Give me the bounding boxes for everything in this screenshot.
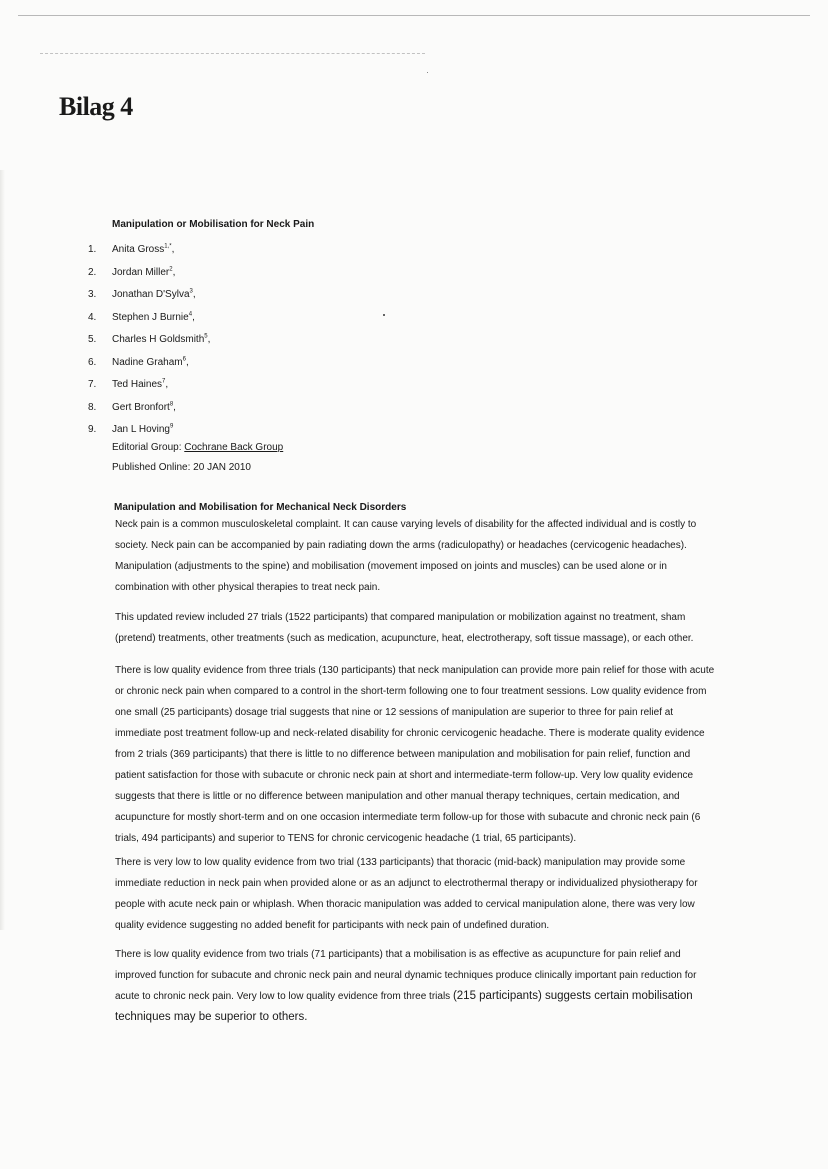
author-number: 6. <box>88 356 97 368</box>
author-item <box>88 334 210 357</box>
published-date: Published Online: 20 JAN 2010 <box>112 462 251 473</box>
author-item <box>88 379 210 402</box>
author-separator: , <box>192 311 195 323</box>
author-list <box>88 244 210 447</box>
section-heading: Manipulation and Mobilisation for Mechanical Neck Disorders <box>114 502 407 513</box>
author-affiliation: 2 <box>169 266 173 273</box>
paragraph-review-scope: This updated review included 27 trials (1522 participants) that compared manipulation or mobilization against no treatment, sham (pretend) treatments, other treatments (such as medication, acupuncture, heat, electrotherapy, soft tissue massage), or each other. <box>115 612 694 644</box>
scan-speck <box>427 72 428 73</box>
author-item <box>88 402 210 425</box>
author-name: Stephen J Burnie <box>112 311 189 323</box>
author-name: Jan L Hoving <box>112 424 170 435</box>
author-separator: , <box>207 334 211 345</box>
author-number: 5. <box>88 334 97 345</box>
scan-speck <box>383 314 385 316</box>
author-name: Ted Haines <box>112 379 163 390</box>
author-affiliation: 8 <box>169 401 174 408</box>
author-affiliation: 4 <box>188 311 193 318</box>
editorial-group <box>112 442 283 453</box>
author-separator: , <box>172 266 176 278</box>
author-name: Nadine Graham <box>112 356 183 368</box>
author-separator: , <box>165 379 169 390</box>
author-item <box>88 357 210 380</box>
author-number: 8. <box>88 401 97 413</box>
paragraph-mobilisation <box>115 944 715 1028</box>
author-name: Charles H Goldsmith <box>112 334 205 345</box>
author-name: Jonathan D'Sylva <box>112 289 190 300</box>
author-item <box>88 289 210 312</box>
author-separator: , <box>173 401 176 413</box>
author-item <box>88 244 210 267</box>
author-affiliation: 3 <box>189 288 193 295</box>
paragraph-intro: Neck pain is a common musculoskeletal complaint. It can cause varying levels of disability for the affected individual and is costly to society. Neck pain can be accompanied by pain radiating down the arms (radiculopathy) or headaches (cervicogenic headaches). Manipulation (adjustments to the spine) and mobilisation (movement imposed on joints and muscles) can be used alone or in combination with other physical therapies to treat neck pain. <box>115 519 697 593</box>
top-rule <box>18 15 810 16</box>
author-number: 9. <box>88 424 97 435</box>
author-name: Anita Gross <box>112 244 165 255</box>
author-separator: , <box>192 289 196 300</box>
paragraph-mobilisation-main: There is low quality evidence from two trials (71 participants) that a mobilisation is as effective as acupuncture for pain relief and improved function for subacute and chronic neck pain and neural dynamic techniques produce clinically important pain reduction for acute to chronic neck pain. Very low to low quality evidence from three trials <box>115 949 697 1002</box>
author-item <box>88 312 210 335</box>
document-heading: Manipulation or Mobilisation for Neck Pain <box>112 219 315 230</box>
page-title: Bilag 4 <box>59 92 133 121</box>
author-number: 3. <box>88 289 97 300</box>
paragraph-thoracic-manipulation: There is very low to low quality evidence from two trial (133 participants) that thoracic (mid-back) manipulation may provide some immediate reduction in neck pain when provided alone or as an adjunct to electrothermal therapy or individualized physiotherapy for people with acute neck pain or whiplash. When thoracic manipulation was added to cervical manipulation alone, there was very low quality evidence suggesting no added benefit for participants with neck pain of undefined duration. <box>115 857 698 931</box>
editorial-group-label: Editorial Group: <box>112 442 185 453</box>
author-affiliation: 1,* <box>164 243 172 250</box>
author-affiliation: 6 <box>182 356 186 363</box>
author-affiliation: 5 <box>204 333 208 340</box>
author-name: Jordan Miller <box>112 266 170 278</box>
author-separator: , <box>185 356 189 368</box>
author-name: Gert Bronfort <box>112 401 170 413</box>
author-item <box>88 267 210 290</box>
paragraph-neck-manipulation: There is low quality evidence from three trials (130 participants) that neck manipulation can provide more pain relief for those with acute or chronic neck pain when compared to a control in the short-term following one to four treatment sessions. Low quality evidence from one small (25 participants) dosage trial suggests that nine or 12 sessions of manipulation are superior to three for pain relief at immediate post treatment follow-up and neck-related disability for chronic cervicogenic headache. There is moderate quality evidence from 2 trials (369 participants) that there is little to no difference between manipulation and mobilisation for pain relief, function and patient satisfaction for those with subacute or chronic neck pain at short and intermediate-term follow-up. Very low quality evidence suggests that there is little or no difference between manipulation and other manual therapy techniques, certain medication, and acupuncture for mostly short-term and on one occasion intermediate term follow-up for those with subacute and chronic neck pain (6 trials, 494 participants) and superior to TENS for chronic cervicogenic headache (1 trial, 65 participants). <box>115 665 715 844</box>
author-number: 2. <box>88 266 97 278</box>
author-separator: , <box>171 244 175 255</box>
editorial-group-link[interactable]: Cochrane Back Group <box>184 442 284 453</box>
author-number: 7. <box>88 379 97 390</box>
author-affiliation: 9 <box>170 423 174 430</box>
author-number: 1. <box>88 244 97 255</box>
paragraph-mobilisation-tail: (215 participants) suggests certain mobilisation techniques may be superior to others. <box>115 990 693 1023</box>
scan-artifact-line <box>40 53 425 54</box>
author-number: 4. <box>88 311 97 323</box>
scan-edge-shadow <box>0 170 5 930</box>
author-affiliation: 7 <box>162 378 166 385</box>
